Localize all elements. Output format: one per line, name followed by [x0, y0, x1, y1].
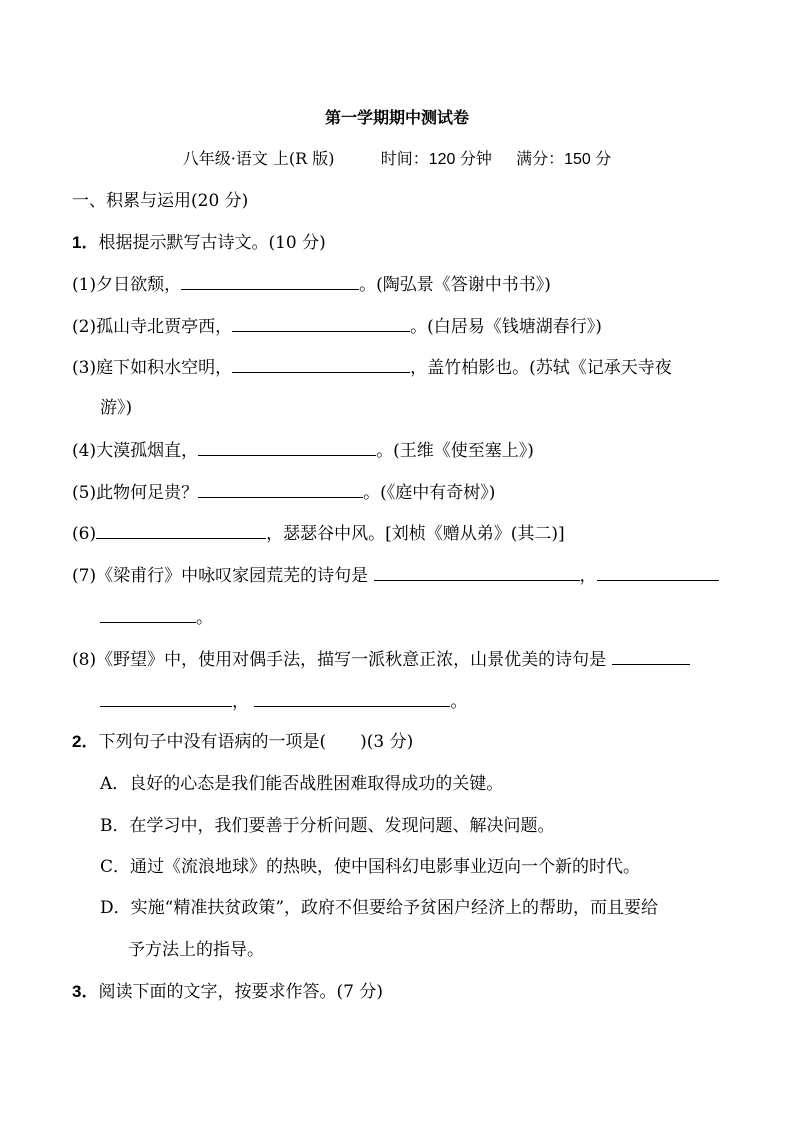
question-prompt: 阅读下面的文字，按要求作答。(7 分) — [98, 982, 383, 1002]
item-text: (6) — [72, 524, 97, 544]
item-text: (5)此物何足贵？ — [72, 483, 199, 503]
fill-item-7 — [72, 564, 719, 587]
item-text: ， — [232, 692, 249, 712]
fill-item-6 — [72, 522, 565, 545]
answer-blank[interactable] — [181, 273, 359, 290]
fill-item-7-continued — [100, 606, 213, 629]
exam-info — [0, 148, 794, 171]
item-text: ， — [579, 566, 597, 586]
question-number: 3． — [72, 982, 99, 1001]
item-text: (1)夕日欲颓， — [72, 275, 182, 295]
question-3 — [72, 981, 383, 1003]
answer-blank[interactable] — [100, 690, 232, 707]
section-heading: 一、积累与运用(20 分) — [72, 191, 249, 211]
item-text: 。(陶弘景《答谢中书书》) — [359, 275, 551, 295]
grade-subject: 八年级·语文 — [182, 149, 268, 168]
fill-item-3-continued: 游》) — [100, 398, 133, 418]
item-text: 。(《庭中有奇树》) — [363, 483, 496, 503]
option-b: B．在学习中，我们要善于分析问题、发现问题、解决问题。 — [100, 816, 555, 836]
page-title: 第一学期期中测试卷 — [324, 108, 469, 127]
question-prompt: 根据提示默写古诗文。(10 分) — [98, 233, 326, 253]
item-text: (3)庭下如积水空明， — [72, 358, 233, 378]
score-label: 满分： — [516, 149, 565, 168]
answer-blank[interactable] — [612, 648, 690, 665]
fill-item-8-continued — [100, 690, 467, 713]
answer-blank[interactable] — [254, 690, 450, 707]
time-value: 120 分钟 — [428, 151, 492, 168]
question-number: 1． — [72, 233, 99, 252]
item-text: (4)大漠孤烟直， — [72, 441, 199, 461]
fill-item-1 — [72, 273, 551, 296]
answer-blank[interactable] — [198, 439, 376, 456]
question-prompt: 下列句子中没有语病的一项是( )(3 分) — [98, 732, 414, 752]
item-text: (8)《野望》中，使用对偶手法，描写一派秋意正浓，山景优美的诗句是 — [72, 650, 607, 670]
answer-blank[interactable] — [96, 522, 266, 539]
fill-item-4 — [72, 439, 534, 462]
item-text: ，瑟瑟谷中风。[刘桢《赠从弟》(其二)] — [266, 524, 565, 544]
question-1 — [72, 232, 326, 254]
answer-blank[interactable] — [374, 564, 580, 581]
option-d: D．实施“精准扶贫政策”，政府不但要给予贫困户经济上的帮助，而且要给 — [100, 898, 659, 918]
edition: 上(R 版) — [272, 149, 335, 168]
option-a: A．良好的心态是我们能否战胜困难取得成功的关键。 — [100, 774, 504, 794]
answer-blank[interactable] — [100, 606, 196, 623]
score-value: 150 分 — [564, 151, 612, 168]
option-d-continued: 予方法上的指导。 — [128, 940, 264, 960]
item-text: (2)孤山寺北贾亭西， — [72, 317, 233, 337]
item-text: (7)《梁甫行》中咏叹家园荒芜的诗句是 — [72, 566, 369, 586]
answer-blank[interactable] — [597, 564, 719, 581]
answer-blank[interactable] — [198, 481, 363, 498]
fill-item-3 — [72, 356, 672, 379]
question-number: 2． — [72, 732, 99, 751]
fill-item-8 — [72, 648, 690, 671]
time-label: 时间： — [380, 149, 429, 168]
option-c: C．通过《流浪地球》的热映，使中国科幻电影事业迈向一个新的时代。 — [100, 857, 641, 877]
question-2 — [72, 731, 413, 753]
item-text: 。(白居易《钱塘湖春行》) — [410, 317, 602, 337]
fill-item-5 — [72, 481, 495, 504]
item-text: 。 — [450, 692, 468, 712]
item-text: 。(王维《使至塞上》) — [376, 441, 534, 461]
fill-item-2 — [72, 315, 602, 338]
item-text: 。 — [196, 608, 213, 628]
answer-blank[interactable] — [232, 315, 410, 332]
item-text: ，盖竹柏影也。(苏轼《记承天寺夜 — [410, 358, 672, 378]
answer-blank[interactable] — [232, 356, 410, 373]
